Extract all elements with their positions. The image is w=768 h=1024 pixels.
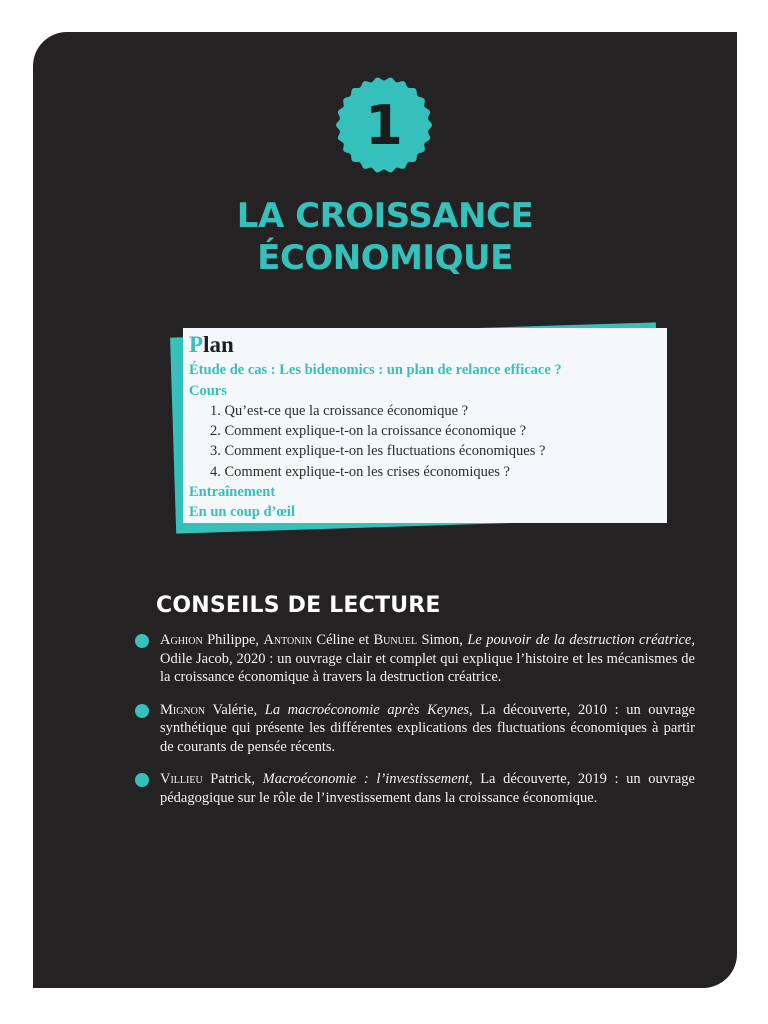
chapter-title-line2: ÉCONOMIQUE [257, 238, 513, 278]
author-firstname: Valérie, [205, 701, 265, 718]
plan-course-item[interactable]: 4. Comment explique-t-on les crises économiques ? [210, 463, 510, 480]
chapter-title [33, 195, 737, 279]
plan-heading-initial: P [189, 332, 204, 357]
author-firstname: Simon, [417, 632, 468, 648]
bullet-icon [135, 704, 149, 718]
plan-course-item[interactable]: 1. Qu’est-ce que la croissance économique ? [210, 403, 469, 419]
author-surname: Villieu [160, 771, 203, 787]
author-surname: Antonin [263, 632, 313, 648]
book-title: Le pouvoir de la destruction créatrice, [467, 632, 695, 648]
plan-overview[interactable]: En un coup d’œil [189, 504, 295, 521]
reading-entry [135, 770, 695, 807]
author-firstname: Céline et [312, 632, 374, 648]
chapter-page [33, 32, 737, 988]
reading-list [135, 631, 695, 821]
author-surname: Aghion [160, 632, 203, 648]
book-description: Odile Jacob, 2020 : un ouvrage clair et complet qui explique l’histoire et les mécanismes de la croissance économique à travers la destruction créatrice. [160, 650, 695, 685]
plan-heading-rest: lan [203, 332, 234, 357]
reading-entry [135, 631, 695, 687]
reading-entry [135, 701, 695, 757]
bullet-icon [135, 634, 149, 648]
reading-tips-title: CONSEILS DE LECTURE [156, 593, 441, 618]
chapter-title-line1: LA CROISSANCE [236, 196, 534, 236]
bullet-icon [135, 773, 149, 787]
author-surname: Bunuel [373, 632, 418, 648]
plan-heading [189, 332, 667, 358]
book-description: , La découverte, 2010 : un ouvrage synthétique qui présente les différentes explications des fluctuations économiques à partir de courants de pensée récents. [160, 701, 695, 755]
plan-training[interactable]: Entraînement [189, 483, 276, 500]
book-description: , La découverte, 2019 : un ouvrage pédagogique sur le rôle de l’investissement dans la croissance économique. [160, 771, 695, 806]
book-title: La macroéconomie après Keynes [264, 701, 470, 718]
author-firstname: Patrick, [202, 771, 263, 787]
chapter-number: 1 [365, 93, 403, 157]
book-title: Macroéconomie : l’investissement [262, 771, 469, 787]
author-firstname: Philippe, [202, 632, 264, 648]
plan-box [183, 328, 667, 523]
author-surname: Mignon [160, 701, 206, 718]
plan-course-item[interactable]: 2. Comment explique-t-on la croissance économique ? [210, 423, 527, 440]
plan-case-study[interactable]: Étude de cas : Les bidenomics : un plan de relance efficace ? [189, 362, 562, 378]
plan-course-list [189, 401, 667, 482]
plan-course-item[interactable]: 3. Comment explique-t-on les fluctuations économiques ? [210, 443, 546, 460]
chapter-number-badge [336, 77, 432, 173]
plan-course[interactable]: Cours [189, 382, 227, 399]
